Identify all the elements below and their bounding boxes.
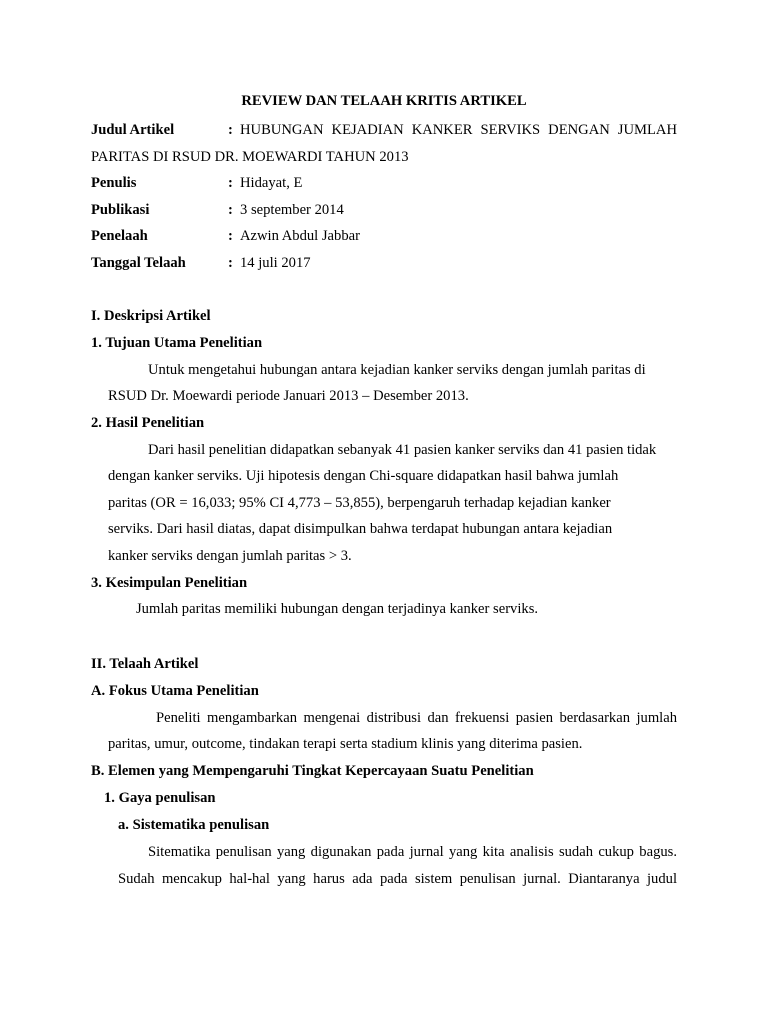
penelaah-value: Azwin Abdul Jabbar — [240, 228, 360, 244]
publikasi-label: Publikasi — [91, 202, 150, 218]
penelaah-colon: : — [228, 228, 233, 244]
section-2-heading: II. Telaah Artikel — [91, 656, 199, 672]
penulis-value: Hidayat, E — [240, 175, 303, 191]
kesimpulan-line: Jumlah paritas memiliki hubungan dengan terjadinya kanker serviks. — [136, 601, 539, 617]
judul-value-line1: HUBUNGAN KEJADIAN KANKER SERVIKS DENGAN JUMLAH — [240, 122, 677, 138]
penulis-label: Penulis — [91, 175, 137, 191]
sistematika-heading: a. Sistematika penulisan — [118, 817, 270, 833]
elemen-heading: B. Elemen yang Mempengaruhi Tingkat Kepercayaan Suatu Penelitian — [91, 763, 534, 779]
fokus-line: Peneliti mengambarkan mengenai distribusi dan frekuensi pasien berdasarkan jumlah — [156, 710, 677, 726]
sistematika-line: Sitematika penulisan yang digunakan pada jurnal yang kita analisis sudah cukup bagus. — [148, 844, 677, 860]
penelaah-label: Penelaah — [91, 228, 148, 244]
judul-colon: : — [228, 122, 233, 138]
section-1-heading: I. Deskripsi Artikel — [91, 308, 211, 324]
publikasi-colon: : — [228, 202, 233, 218]
tujuan-line: RSUD Dr. Moewardi periode Januari 2013 – Desember 2013. — [108, 388, 469, 404]
tujuan-line: Untuk mengetahui hubungan antara kejadian kanker serviks dengan jumlah paritas di — [148, 362, 646, 378]
document-title: REVIEW DAN TELAAH KRITIS ARTIKEL — [241, 93, 527, 109]
hasil-line: Dari hasil penelitian didapatkan sebanyak 41 pasien kanker serviks dan 41 pasien tidak — [148, 442, 657, 458]
penulis-colon: : — [228, 175, 233, 191]
judul-label: Judul Artikel — [91, 122, 175, 138]
judul-value-line2: PARITAS DI RSUD DR. MOEWARDI TAHUN 2013 — [91, 149, 409, 165]
hasil-heading: 2. Hasil Penelitian — [91, 415, 205, 431]
publikasi-value: 3 september 2014 — [240, 202, 344, 218]
hasil-line: paritas (OR = 16,033; 95% CI 4,773 – 53,855), berpengaruh terhadap kejadian kanker — [108, 495, 611, 511]
gaya-penulisan-heading: 1. Gaya penulisan — [104, 790, 216, 806]
hasil-line: kanker serviks dengan jumlah paritas > 3. — [108, 548, 352, 564]
hasil-line: serviks. Dari hasil diatas, dapat disimpulkan bahwa terdapat hubungan antara kejadian — [108, 521, 613, 537]
sistematika-line: Sudah mencakup hal-hal yang harus ada pada sistem penulisan jurnal. Diantaranya judul — [118, 871, 677, 887]
tanggal-telaah-value: 14 juli 2017 — [240, 255, 311, 271]
hasil-line: dengan kanker serviks. Uji hipotesis dengan Chi-square didapatkan hasil bahwa jumlah — [108, 468, 619, 484]
fokus-line: paritas, umur, outcome, tindakan terapi serta stadium klinis yang diterima pasien. — [108, 736, 583, 752]
fokus-heading: A. Fokus Utama Penelitian — [91, 683, 259, 699]
tanggal-telaah-label: Tanggal Telaah — [91, 255, 186, 271]
tanggal-telaah-colon: : — [228, 255, 233, 271]
kesimpulan-heading: 3. Kesimpulan Penelitian — [91, 575, 248, 591]
tujuan-heading: 1. Tujuan Utama Penelitian — [91, 335, 263, 351]
